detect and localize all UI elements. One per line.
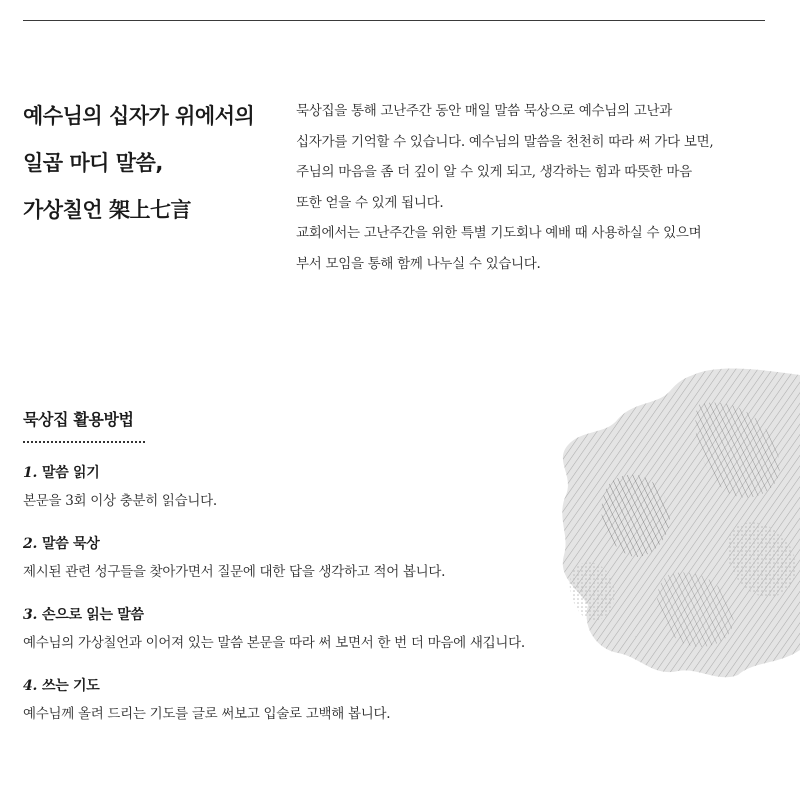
title-line: 예수님의 십자가 위에서의	[23, 104, 255, 128]
intro-line: 또한 얻을 수 있게 됩니다.	[296, 194, 444, 211]
guide-step	[23, 672, 663, 743]
intro-line: 묵상집을 통해 고난주간 동안 매일 말씀 묵상으로 예수님의 고난과	[296, 103, 672, 119]
step-title	[23, 672, 663, 700]
step-title	[23, 601, 663, 629]
intro-line: 십자가를 기억할 수 있습니다. 예수님의 말씀을 천천히 따라 써 가다 보면,	[296, 133, 714, 150]
intro-line: 부서 모임을 통해 함께 나누실 수 있습니다.	[296, 255, 541, 272]
step-title-text: 말씀 읽기	[42, 465, 100, 481]
step-number: 3.	[23, 607, 38, 623]
step-title-text: 손으로 읽는 말씀	[42, 607, 144, 623]
intro-line: 주님의 마음을 좀 더 깊이 알 수 있게 되고, 생각하는 힘과 따뜻한 마음	[296, 164, 692, 180]
step-title	[23, 459, 663, 487]
step-title-text: 말씀 묵상	[42, 536, 100, 552]
step-description: 예수님의 가상칠언과 이어져 있는 말씀 본문을 따라 써 보면서 한 번 더 마음에 새깁니다.	[23, 635, 525, 651]
intro-line: 교회에서는 고난주간을 위한 특별 기도회나 예배 때 사용하실 수 있으며	[296, 225, 702, 241]
step-number: 2.	[23, 536, 38, 552]
step-description: 본문을 3회 이상 충분히 읽습니다.	[23, 493, 217, 509]
usage-guide	[23, 408, 663, 743]
top-divider	[23, 20, 765, 21]
page-title	[23, 93, 288, 234]
step-description: 제시된 관련 성구들을 찾아가면서 질문에 대한 답을 생각하고 적어 봅니다.	[23, 564, 446, 580]
guide-step	[23, 459, 663, 530]
guide-step	[23, 530, 663, 601]
title-line: 가상칠언 架上七言	[23, 198, 191, 222]
intro-paragraph	[296, 96, 776, 279]
step-title	[23, 530, 663, 558]
guide-heading: 묵상집 활용방법	[23, 410, 134, 429]
step-title-text: 쓰는 기도	[42, 678, 100, 694]
step-number: 4.	[23, 678, 38, 694]
step-description: 예수님께 올려 드리는 기도를 글로 써보고 입술로 고백해 봅니다.	[23, 706, 391, 722]
step-number: 1.	[23, 465, 38, 481]
guide-step	[23, 601, 663, 672]
guide-steps	[23, 459, 663, 743]
dotted-underline	[23, 441, 145, 443]
title-line: 일곱 마디 말씀,	[23, 151, 163, 175]
